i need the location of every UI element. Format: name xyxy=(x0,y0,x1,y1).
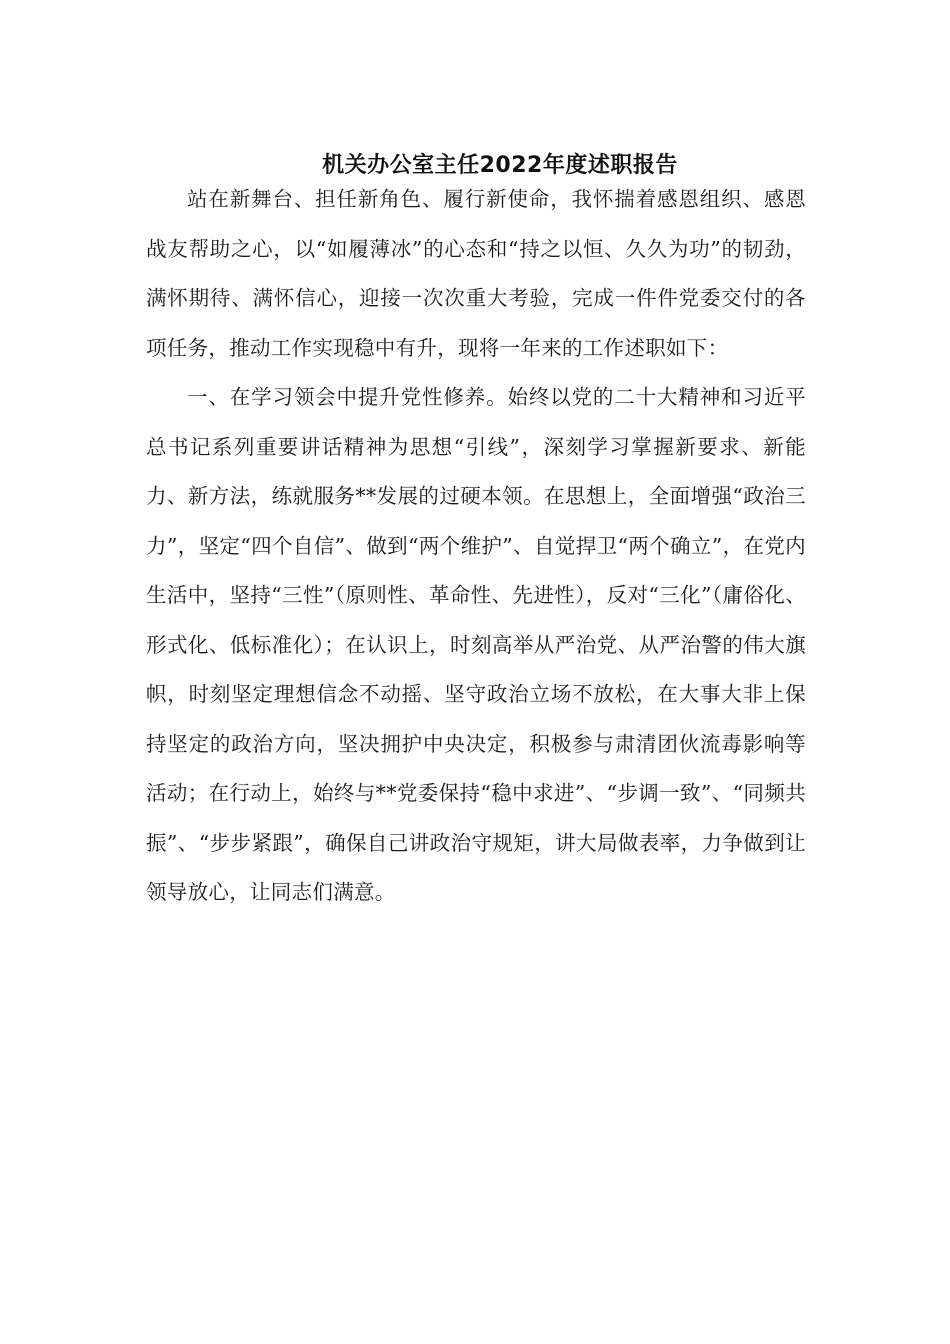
section-one-paragraph: 一、在学习领会中提升党性修养。始终以党的二十大精神和习近平总书记系列重要讲话精神为思想“引线”，深刻学习掌握新要求、新能力、新方法，练就服务**发展的过硬本领。在思想上，全面增强“政治三力”，坚定“四个自信”、做到“两个维护”、自觉捍卫“两个确立”，在党内生活中，坚持“三性”（原则性、革命性、先进性），反对“三化”（庸俗化、形式化、低标准化）；在认识上，时刻高举从严治党、从严治警的伟大旗帜，时刻坚定理想信念不动摇、坚守政治立场不放松，在大事大非上保持坚定的政治方向，坚决拥护中央决定，积极参与肃清团伙流毒影响等活动；在行动上，始终与**党委保持“稳中求进”、“步调一致”、“同频共振”、“步步紧跟”，确保自己讲政治守规矩，讲大局做表率，力争做到让领导放心，让同志们满意。 xyxy=(146,385,806,904)
document-title: 机关办公室主任2022年度述职报告 xyxy=(322,152,678,178)
intro-paragraph: 站在新舞台、担任新角色、履行新使命，我怀揣着感恩组织、感恩战友帮助之心，以“如履薄冰”的心态和“持之以恒、久久为功”的韧劲，满怀期待、满怀信心，迎接一次次重大考验，完成一件件党委交付的各项任务，推动工作实现稳中有升，现将一年来的工作述职如下： xyxy=(146,187,806,360)
document-body xyxy=(146,175,806,918)
